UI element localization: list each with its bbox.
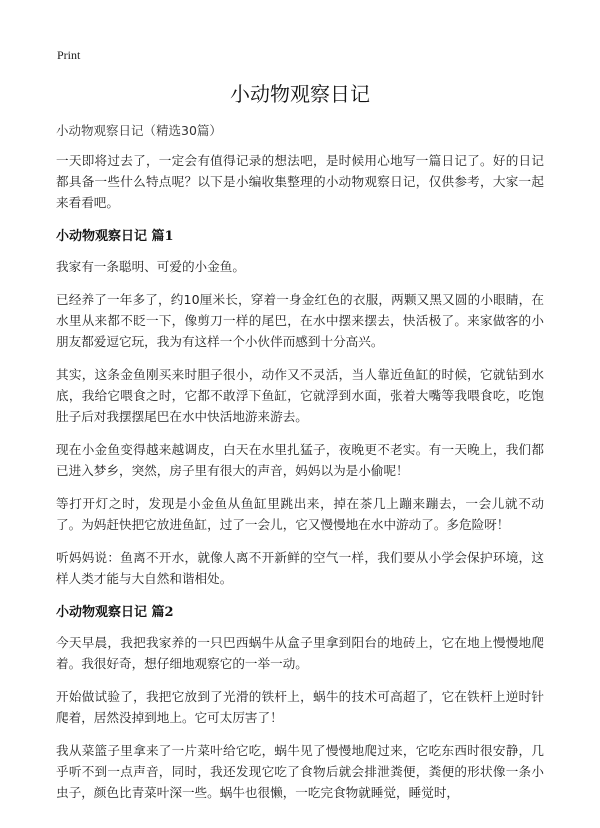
- paragraph: 我家有一条聪明、可爱的小金鱼。: [56, 259, 245, 274]
- paragraph: 今天早晨，我把我家养的一只巴西蜗牛从盒子里拿到阳台的地砖上，它在地上慢慢地爬着。我很好奇，想仔细地观察它的一举一动。: [56, 635, 544, 671]
- intro-paragraph: 一天即将过去了，一定会有值得记录的想法吧，是时候用心地写一篇日记了。好的日记都具备一些什么特点呢？以下是小编收集整理的小动物观察日记，仅供参考，大家一起来看看吧。: [56, 153, 544, 210]
- section-heading-1: 小动物观察日记 篇1: [56, 229, 174, 244]
- paragraph: 我从菜篮子里拿来了一片菜叶给它吃，蜗牛见了慢慢地爬过来，它吃东西时很安静，几乎听不到一点声音，同时，我还发现它吃了食物后就会排泄粪便，粪便的形状像一条小虫子，颜色比青菜叶深一些。蜗牛也很懒，一吃完食物就睡觉，睡觉时，: [56, 743, 544, 800]
- paragraph: 其实，这条金鱼刚买来时胆子很小，动作又不灵活，当人靠近鱼缸的时候，它就钻到水底，我给它喂食之时，它都不敢浮下鱼缸，它就浮到水面，张着大嘴等我喂食吃，吃饱肚子后对我摆摆尾巴在水中快活地游来游去。: [56, 367, 544, 424]
- paragraph: 开始做试验了，我把它放到了光滑的铁杆上，蜗牛的技术可高超了，它在铁杆上逆时针爬着，居然没掉到地上。它可太厉害了！: [56, 689, 544, 725]
- paragraph: 现在小金鱼变得越来越调皮，白天在水里扎猛子，夜晚更不老实。有一天晚上，我们都已进入梦乡，突然，房子里有很大的声音，妈妈以为是小偷呢！: [56, 442, 544, 478]
- page-title: 小动物观察日记: [230, 82, 370, 106]
- paragraph: 听妈妈说：鱼离不开水，就像人离不开新鲜的空气一样，我们要从小学会保护环境，这样人类才能与大自然和谐相处。: [56, 550, 544, 586]
- paragraph: 等打开灯之时，发现是小金鱼从鱼缸里跳出来，掉在茶几上蹦来蹦去，一会儿就不动了。为妈赶快把它放进鱼缸，过了一会儿，它又慢慢地在水中游动了。多危险呀！: [56, 496, 544, 532]
- section-heading-2: 小动物观察日记 篇2: [56, 605, 174, 620]
- paragraph: 已经养了一年多了，约10厘米长，穿着一身金红色的衣服，两颗又黑又圆的小眼睛，在水里从来都不眨一下，像剪刀一样的尾巴，在水中摆来摆去，快活极了。来家做客的小朋友都爱逗它玩，我为有这样一个小伙伴而感到十分高兴。: [56, 292, 544, 349]
- article-body: [56, 150, 544, 815]
- page-subtitle: 小动物观察日记（精选30篇）: [56, 123, 222, 138]
- print-link[interactable]: Print: [57, 48, 81, 62]
